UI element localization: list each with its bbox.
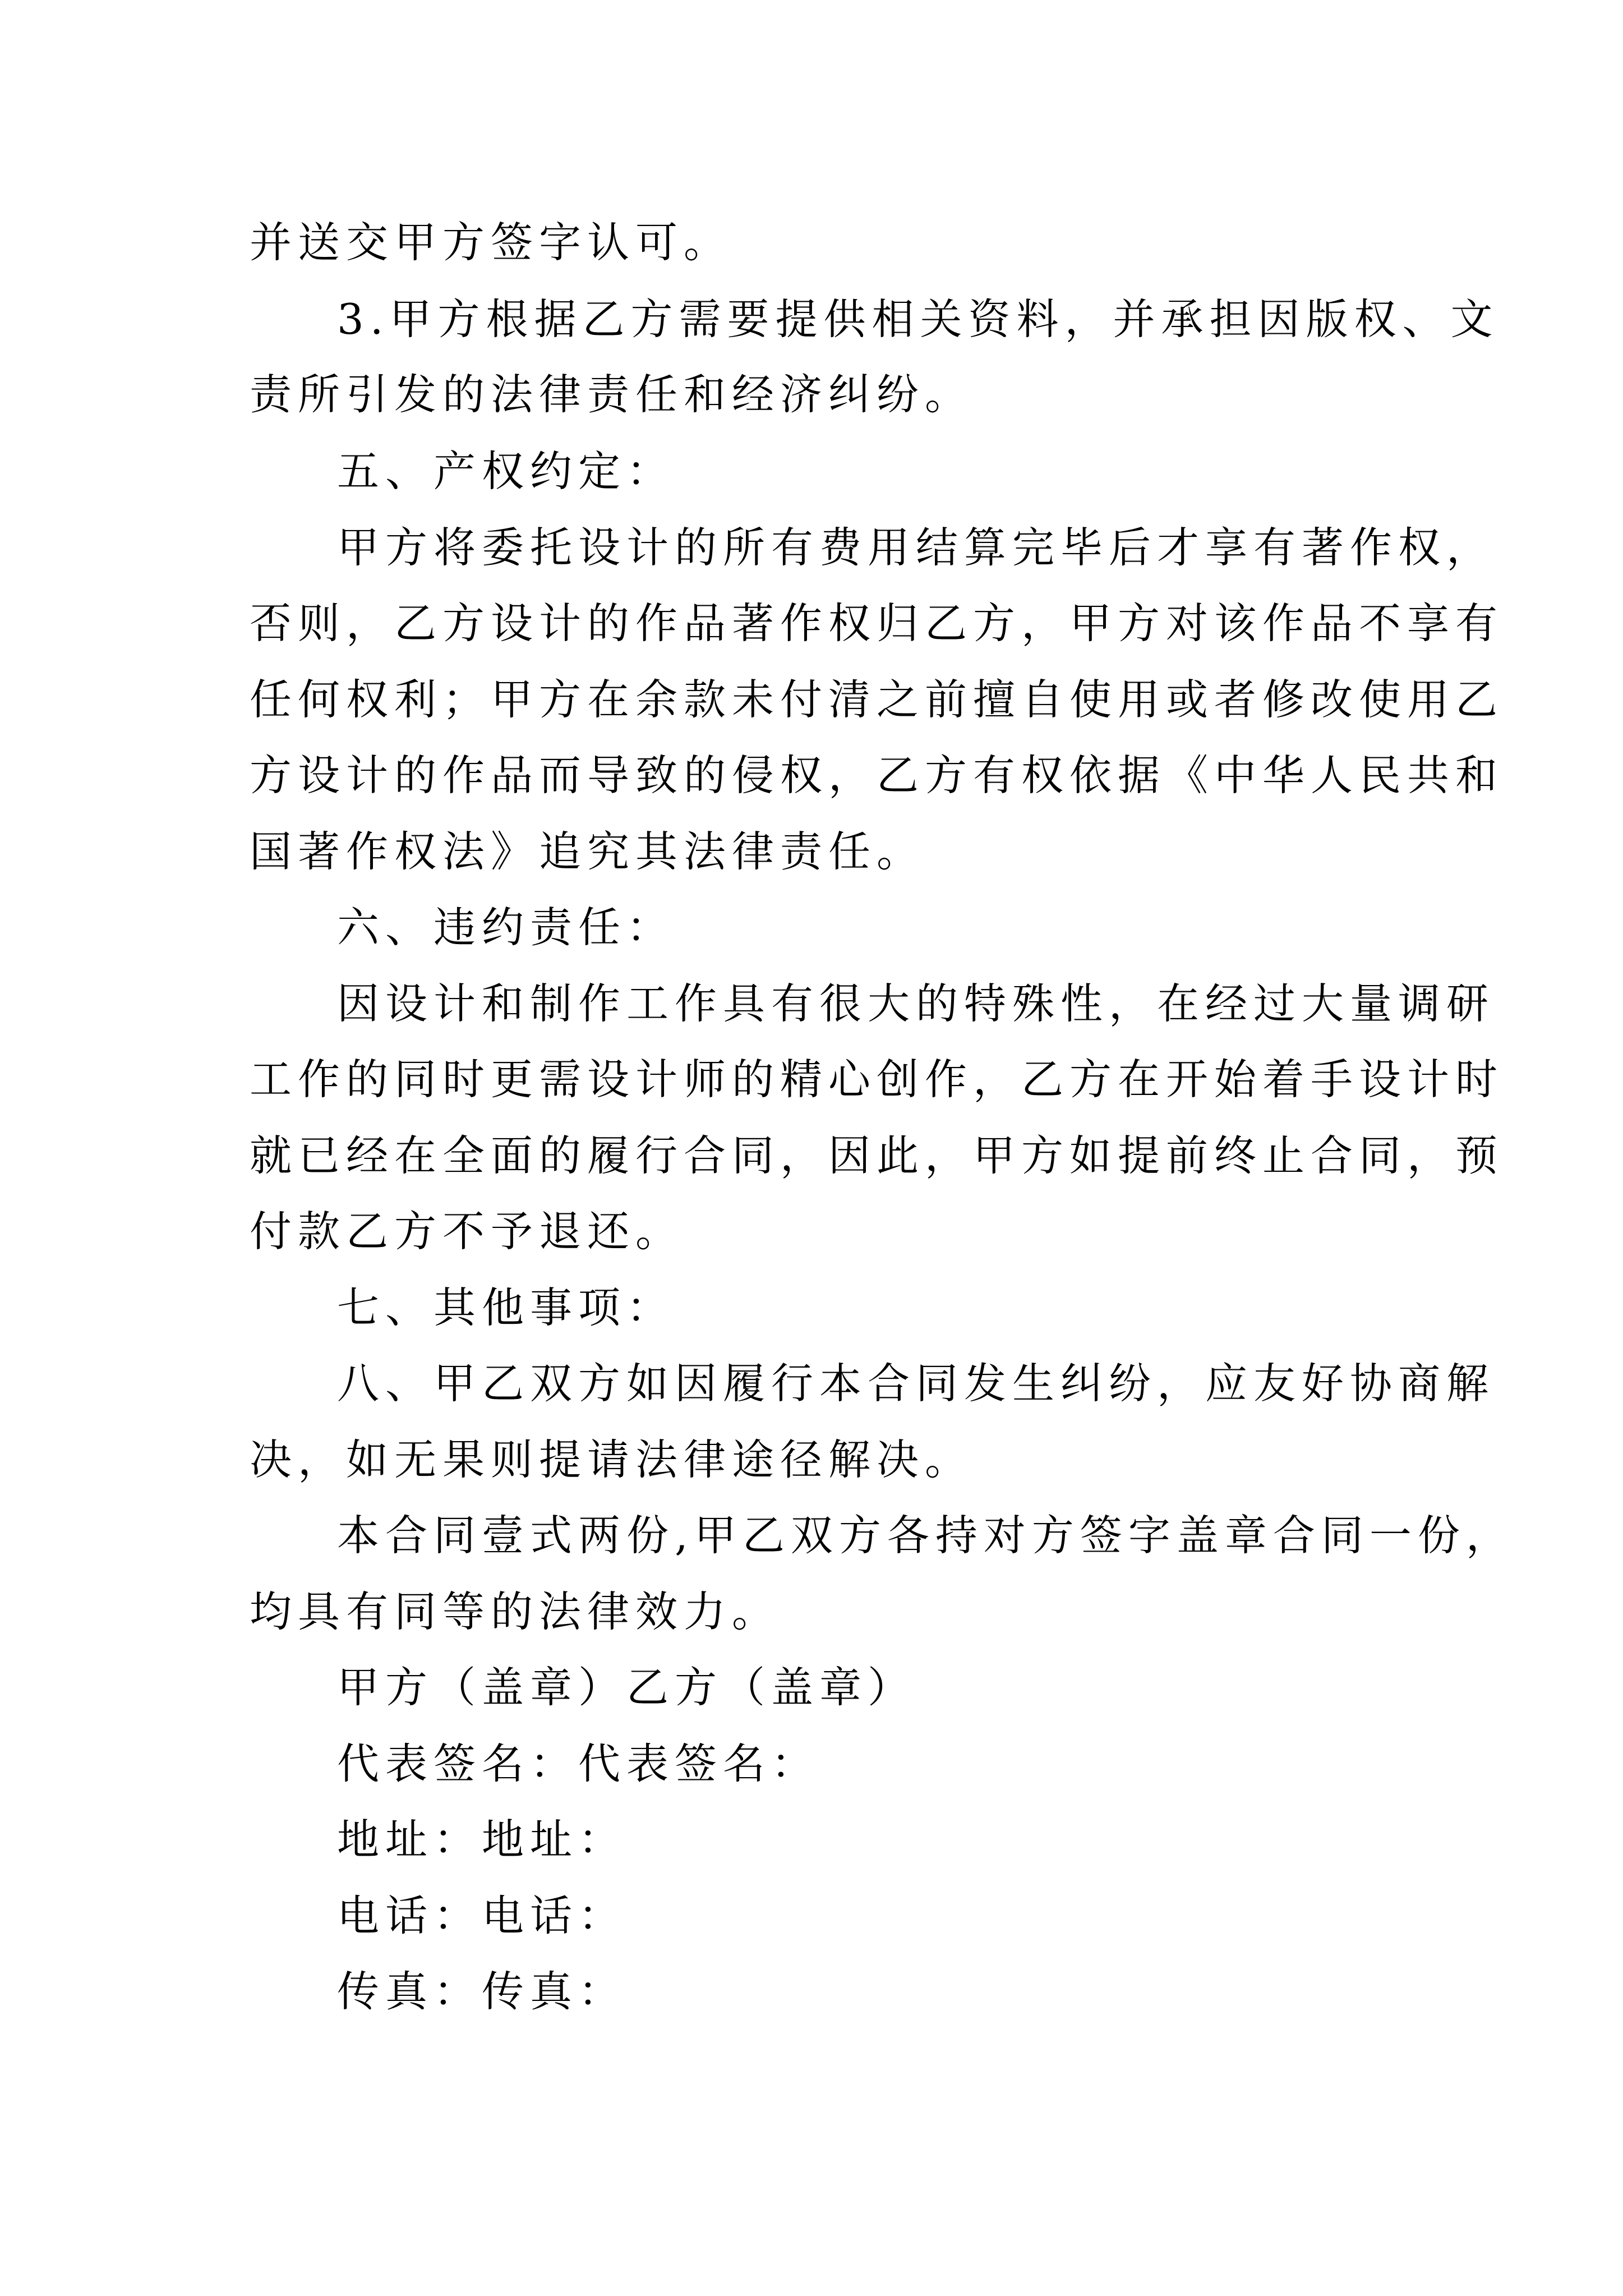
text-line-17: 决，如无果则提请法律途径解决。 <box>250 1435 974 1484</box>
signature-fax-line: 传真：传真： <box>337 1967 627 2016</box>
text-line-16: 八、甲乙双方如因履行本合同发生纠纷，应友好协商解 <box>337 1359 1495 1408</box>
text-line-3: 责所引发的法律责任和经济纠纷。 <box>250 370 974 419</box>
text-line-8: 方设计的作品而导致的侵权，乙方有权依据《中华人民共和 <box>250 751 1504 800</box>
text-line-7: 任何权利；甲方在余款未付清之前擅自使用或者修改使用乙 <box>250 675 1504 724</box>
text-line-19: 均具有同等的法律效力。 <box>250 1587 781 1636</box>
signature-address-line: 地址：地址： <box>337 1815 627 1864</box>
text-line-9: 国著作权法》追究其法律责任。 <box>250 827 925 876</box>
section-heading-other: 七、其他事项： <box>337 1283 675 1332</box>
text-line-11: 因设计和制作工作具有很大的特殊性，在经过大量调研 <box>337 979 1495 1028</box>
section-heading-property: 五、产权约定： <box>337 447 675 496</box>
signature-phone-line: 电话：电话： <box>337 1891 627 1940</box>
signature-representative-line: 代表签名：代表签名： <box>337 1739 820 1788</box>
text-line-12: 工作的同时更需设计师的精心创作，乙方在开始着手设计时 <box>250 1055 1504 1104</box>
section-heading-breach: 六、违约责任： <box>337 903 675 952</box>
text-line-13: 就已经在全面的履行合同，因此，甲方如提前终止合同，预 <box>250 1131 1504 1180</box>
signature-seal-line: 甲方（盖章）乙方（盖章） <box>337 1663 916 1712</box>
text-line-14: 付款乙方不予退还。 <box>250 1207 684 1256</box>
text-line-18: 本合同壹式两份,甲乙双方各持对方签字盖章合同一份， <box>337 1511 1514 1560</box>
text-line-5: 甲方将委托设计的所有费用结算完毕后才享有著作权， <box>337 523 1495 572</box>
text-line-2: 3.甲方根据乙方需要提供相关资料，并承担因版权、文 <box>337 295 1499 344</box>
text-line-1: 并送交甲方签字认可。 <box>250 218 732 267</box>
text-line-6: 否则，乙方设计的作品著作权归乙方，甲方对该作品不享有 <box>250 599 1504 648</box>
